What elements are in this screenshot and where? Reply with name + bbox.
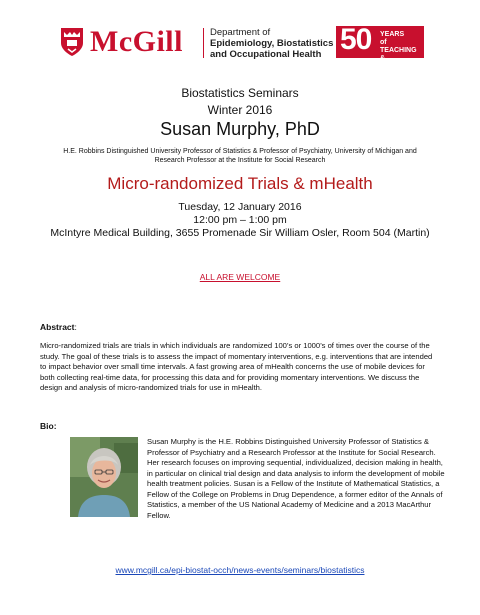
all-welcome-link[interactable]: ALL ARE WELCOME: [199, 272, 281, 282]
mcgill-logo-text: McGill: [90, 25, 183, 58]
speaker-portrait-icon: [70, 437, 138, 517]
bio-body: Susan Murphy is the H.E. Robbins Distinguished University Professor of Statistics & Professor of Psychiatry and a Research Professor at the Institute for Social Research. Her research focuses on improving sequential, individualized, decision making in health, in particular on clinical trial design and data analysis to inform the development of mobile health treatment policies. Susan is a Fellow of the Institute of Mathematical Statistics, a Fellow of the College on Problems in Drug Dependence, a former editor of the Annals of Statistics, a member of the US National Academy of Medicine and a 2013 MacArthur Fellow.: [147, 437, 445, 520]
seminar-series: Biostatistics Seminars: [181, 86, 299, 100]
speaker-name: Susan Murphy, PhD: [160, 119, 320, 139]
mcgill-crest-icon: [60, 27, 84, 57]
anniversary-badge: 50 YEARS of TEACHING & RESEARCH: [336, 26, 424, 58]
talk-title: Micro-randomized Trials & mHealth: [107, 174, 373, 193]
event-time: 12:00 pm – 1:00 pm: [193, 214, 287, 226]
event-venue: McIntyre Medical Building, 3655 Promenade Sir William Osler, Room 504 (Martin): [50, 227, 430, 239]
event-date: Tuesday, 12 January 2016: [178, 201, 302, 213]
seminars-url-link[interactable]: www.mcgill.ca/epi-biostat-occh/news-events/seminars/biostatistics: [115, 565, 365, 575]
abstract-heading: Abstract:: [40, 322, 77, 332]
speaker-affiliation: H.E. Robbins Distinguished University Professor of Statistics & Professor of Psychiatry, University of Michigan and Research Professor at the Institute for Social Research: [63, 148, 417, 164]
department-name: Department of Epidemiology, Biostatistics and Occupational Health: [210, 27, 334, 60]
abstract-body: Micro-randomized trials are trials in which individuals are randomized 100’s or 1000’s of times over the course of the study. The goal of these trials is to assess the impact of momentary interventions, e.g. interventions that are intended to impact behavior over small time intervals. A fast growing area of mHealth concerns the use of mobile devices for both collecting real-time data, for processing this data and for providing momentary interventions. We discuss the design and analysis of micro-randomized trials for use in mHealth.: [40, 341, 433, 392]
bio-heading: Bio:: [40, 421, 57, 431]
page-header: [60, 23, 425, 70]
header-divider: [203, 28, 204, 58]
speaker-photo: [70, 437, 138, 517]
seminar-term: Winter 2016: [207, 103, 273, 117]
